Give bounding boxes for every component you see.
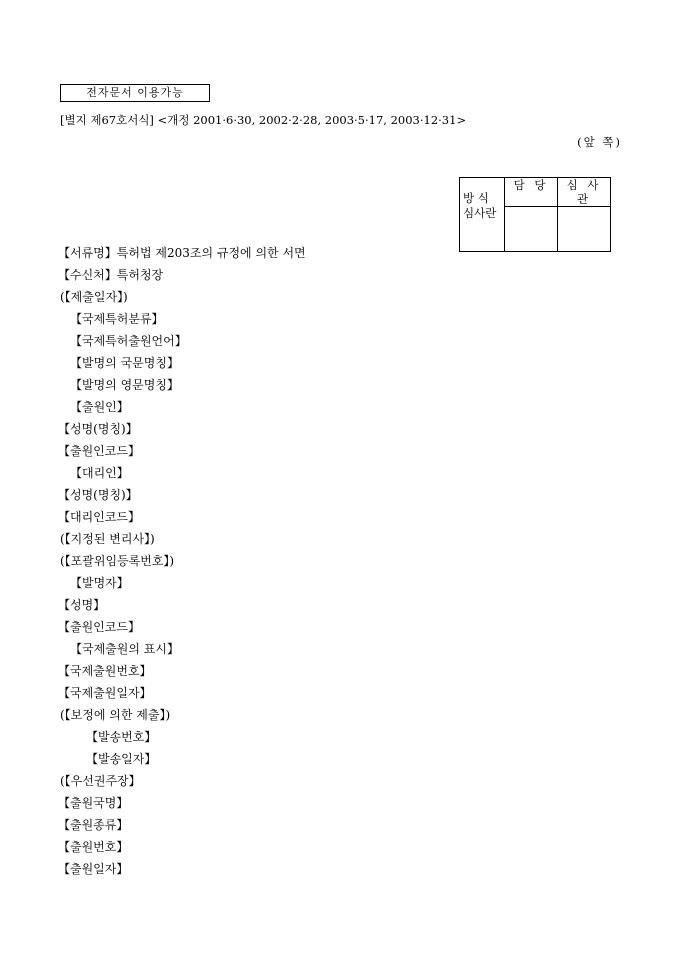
officer-header: 담 당	[505, 178, 558, 207]
field-priority-date: 【출원일자】	[58, 862, 129, 876]
field-amendment-submission: (【보정에 의한 제출】)	[60, 708, 171, 722]
field-title-korean: 【발명의 국문명칭】	[70, 356, 179, 370]
field-applicant: 【출원인】	[70, 400, 129, 414]
field-application-language: 【국제특허출원언어】	[70, 334, 187, 348]
field-international-application-number: 【국제출원번호】	[58, 664, 152, 678]
electronic-document-banner: 전자문서 이용가능	[60, 84, 210, 102]
field-title-english: 【발명의 영문명칭】	[70, 378, 179, 392]
field-submission-date: (【제출일자】)	[60, 290, 128, 304]
field-inventor: 【발명자】	[70, 576, 129, 590]
form-fields	[58, 244, 618, 882]
field-international-application-date: 【국제출원일자】	[58, 686, 152, 700]
field-priority-type: 【출원종류】	[58, 818, 129, 832]
field-applicant-code: 【출원인코드】	[58, 444, 140, 458]
field-document-name: 【서류명】특허법 제203조의 규정에 의한 서면	[58, 246, 306, 260]
field-priority-country: 【출원국명】	[58, 796, 129, 810]
field-applicant-name: 【성명(명칭)】	[58, 422, 138, 436]
field-dispatch-number: 【발송번호】	[86, 730, 157, 744]
field-inventor-name: 【성명】	[58, 598, 106, 612]
field-priority-number: 【출원번호】	[58, 840, 129, 854]
field-ipc: 【국제특허분류】	[70, 312, 164, 326]
field-agent-code: 【대리인코드】	[58, 510, 140, 524]
field-general-power-number: (【포괄위임등록번호】)	[60, 554, 175, 568]
page-side-label: (앞 쪽)	[577, 135, 622, 149]
field-international-application: 【국제출원의 표시】	[70, 642, 179, 656]
field-designated-attorney: (【지정된 변리사】)	[60, 532, 155, 546]
field-dispatch-date: 【발송일자】	[86, 752, 157, 766]
form-reference: [별지 제67호서식] <개정 2001·6·30, 2002·2·28, 2003·5·17, 2003·12·31>	[60, 113, 467, 127]
method-label-line2: 심사란	[463, 206, 497, 220]
field-recipient: 【수신처】특허청장	[58, 268, 164, 282]
field-agent: 【대리인】	[70, 466, 129, 480]
method-review-cell	[460, 178, 505, 252]
field-inventor-code: 【출원인코드】	[58, 620, 140, 634]
examiner-header: 심 사 관	[558, 178, 611, 207]
field-agent-name: 【성명(명칭)】	[58, 488, 138, 502]
field-priority-claim: (【우선권주장】	[60, 774, 141, 788]
method-label-line1: 방 식	[463, 191, 489, 205]
approval-box	[459, 177, 611, 252]
